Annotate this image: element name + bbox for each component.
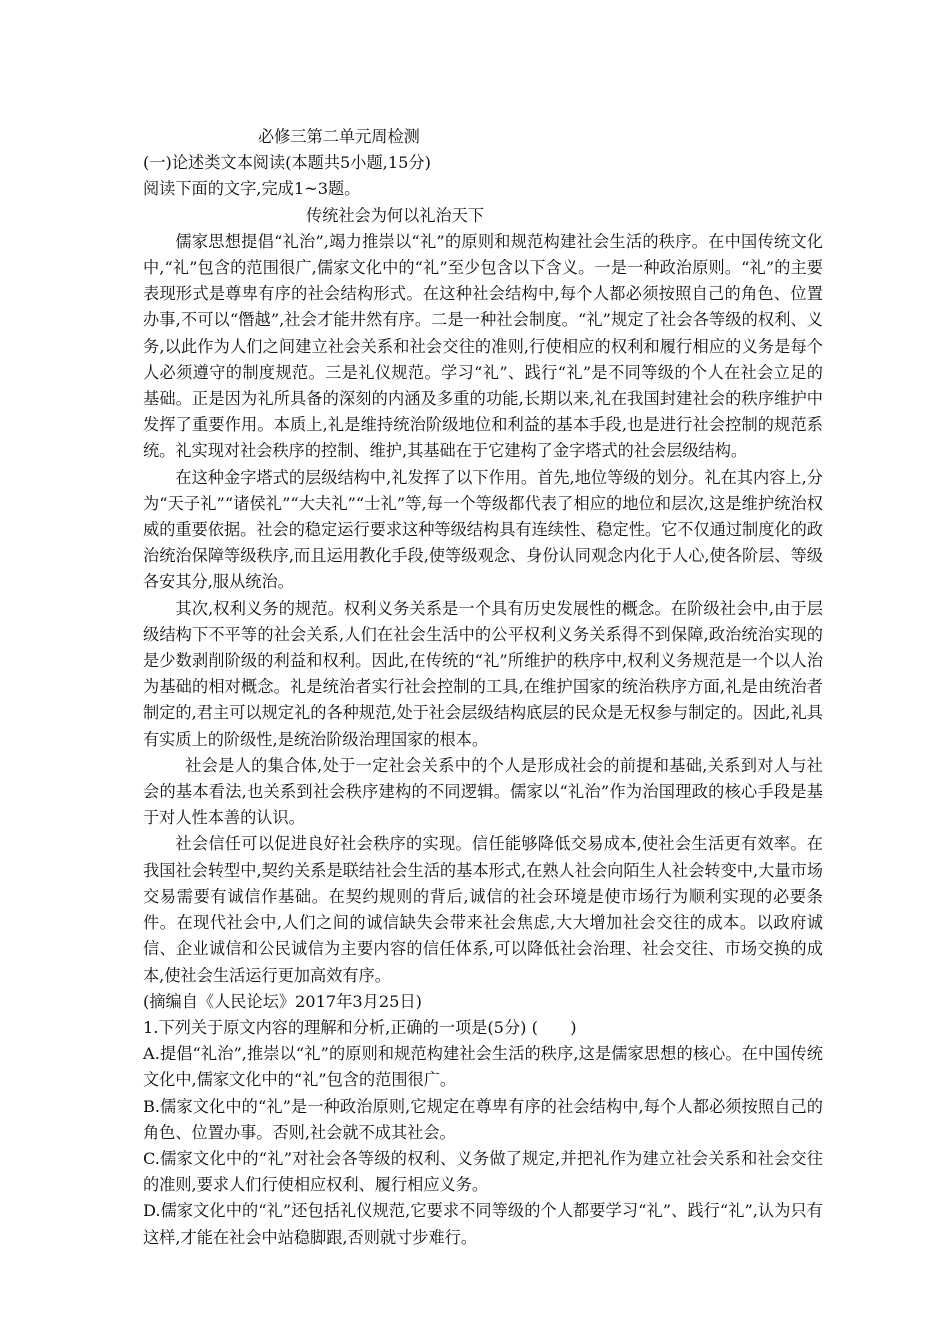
question-1-stem: 1.下列关于原文内容的理解和分析,正确的一项是(5分) ( ) xyxy=(143,1017,577,1037)
article-paragraph-5: 社会信任可以促进良好社会秩序的实现。信任能够降低交易成本,使社会生活更有效率。在我国社会转型中,契约关系是联结社会生活的基本形式,在熟人社会向陌生人社会转变中,大量市场交易需要有诚信作基础。在契约规则的背后,诚信的社会环境是使市场行为顺利实现的必要条件。在现代社会中,人们之间的诚信缺失会带来社会焦虑,大大增加社会交往的成本。以政府诚信、企业诚信和公民诚信为主要内容的信任体系,可以降低社会治理、社会交往、市场交换的成本,使社会生活运行更加高效有序。 xyxy=(143,834,823,985)
article-paragraph-3: 其次,权利义务的规范。权利义务关系是一个具有历史发展性的概念。在阶级社会中,由于层级结构下不平等的社会关系,人们在社会生活中的公平权利义务关系得不到保障,政治统治实现的是少数剥削阶级的利益和权利。因此,在传统的“礼”所维护的秩序中,权利义务规范是一个以人治为基础的相对概念。礼是统治者实行社会控制的工具,在维护国家的统治秩序方面,礼是由统治者制定的,君主可以规定礼的各种规范,处于社会层级结构底层的民众是无权参与制定的。因此,礼具有实质上的阶级性,是统治阶级治理国家的根本。 xyxy=(143,598,823,749)
document-page xyxy=(143,124,823,1251)
article-paragraph-4: 社会是人的集合体,处于一定社会关系中的个人是形成社会的前提和基础,关系到对人与社会的基本看法,也关系到社会秩序建构的不同逻辑。儒家以“礼治”作为治国理政的核心手段是基于对人性本善的认识。 xyxy=(143,755,823,828)
article-title: 传统社会为何以礼治天下 xyxy=(306,205,485,225)
article-paragraph-1: 儒家思想提倡“礼治”,竭力推崇以“礼”的原则和规范构建社会生活的秩序。在中国传统文化中,“礼”包含的范围很广,儒家文化中的“礼”至少包含以下含义。一是一种政治原则。“礼”的主要表现形式是尊卑有序的社会结构形式。在这种社会结构中,每个人都必须按照自己的角色、位置办事,不可以“僭越”,社会才能井然有序。二是一种社会制度。“礼”规定了社会各等级的权利、义务,以此作为人们之间建立社会关系和社会交往的准则,行使相应的权利和履行相应的义务是每个人必须遵守的制度规范。三是礼仪规范。学习“礼”、践行“礼”是不同等级的个人在社会立足的基础。正是因为礼所具备的深刻的内涵及多重的功能,长期以来,礼在我国封建社会的秩序维护中发挥了重要作用。本质上,礼是维持统治阶级地位和利益的基本手段,也是进行社会控制的规范系统。礼实现对社会秩序的控制、维护,其基础在于它建构了金字塔式的社会层级结构。 xyxy=(143,231,823,461)
option-c: C.儒家文化中的“礼”对社会各等级的权利、义务做了规定,并把礼作为建立社会关系和社会交往的准则,要求人们行使相应权利、履行相应义务。 xyxy=(143,1148,823,1195)
article-source: (摘编自《人民论坛》2017年3月25日) xyxy=(143,991,422,1011)
reading-instruction: 阅读下面的文字,完成1~3题。 xyxy=(143,179,361,199)
section-heading: (一)论述类文本阅读(本题共5小题,15分) xyxy=(143,153,431,173)
option-d: D.儒家文化中的“礼”还包括礼仪规范,它要求不同等级的个人都要学习“礼”、践行“礼”,认为只有这样,才能在社会中站稳脚跟,否则就寸步难行。 xyxy=(143,1201,823,1247)
option-a: A.提倡“礼治”,推崇以“礼”的原则和规范构建社会生活的秩序,这是儒家思想的核心。在中国传统文化中,儒家文化中的“礼”包含的范围很广。 xyxy=(143,1044,823,1090)
page-title: 必修三第二单元周检测 xyxy=(258,127,420,146)
article-paragraph-2: 在这种金字塔式的层级结构中,礼发挥了以下作用。首先,地位等级的划分。礼在其内容上,分为“天子礼”“诸侯礼”“大夫礼”“士礼”等,每一个等级都代表了相应的地位和层次,这是维护统治权威的重要依据。社会的稳定运行要求这种等级结构具有连续性、稳定性。它不仅通过制度化的政治统治保障等级秩序,而且运用教化手段,使等级观念、身份认同观念内化于人心,使各阶层、等级各安其分,服从统治。 xyxy=(143,467,823,592)
option-b: B.儒家文化中的“礼”是一种政治原则,它规定在尊卑有序的社会结构中,每个人都必须按照自己的角色、位置办事。否则,社会就不成其社会。 xyxy=(143,1096,823,1142)
